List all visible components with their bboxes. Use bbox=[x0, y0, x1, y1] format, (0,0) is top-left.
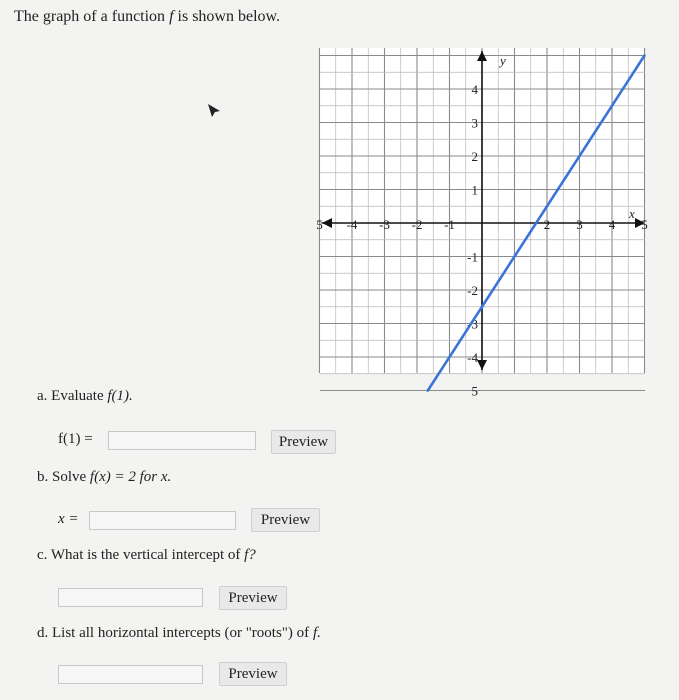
intro-prefix: The graph of a function bbox=[14, 8, 166, 25]
question-b-label: b. Solve bbox=[37, 469, 87, 485]
answer-b-lhs bbox=[58, 511, 79, 528]
x-tick-label: 2 bbox=[543, 217, 551, 232]
x-tick-label: -3 bbox=[379, 217, 390, 232]
y-tick-label: 1 bbox=[471, 182, 478, 198]
question-a bbox=[37, 388, 133, 405]
y-tick-label: 4 bbox=[471, 82, 478, 97]
mouse-cursor-icon bbox=[207, 103, 221, 119]
answer-a-input[interactable] bbox=[108, 431, 256, 450]
preview-c-button[interactable]: Preview bbox=[219, 586, 287, 610]
answer-b-lhs-text: x = bbox=[58, 511, 79, 527]
y-tick-label: -1 bbox=[467, 249, 478, 265]
answer-c-input[interactable] bbox=[58, 588, 203, 607]
x-axis-label: x bbox=[629, 206, 635, 221]
intro-suffix: is shown below. bbox=[177, 8, 281, 25]
intro-function-var: f bbox=[169, 8, 174, 25]
y-tick-label: -4 bbox=[467, 350, 478, 365]
x-tick-label: -2 bbox=[411, 217, 423, 232]
question-b bbox=[37, 469, 171, 486]
question-c-expr: f? bbox=[244, 547, 256, 563]
preview-a-button[interactable]: Preview bbox=[271, 430, 336, 454]
answer-d-input[interactable] bbox=[58, 665, 203, 684]
x-tick-label: 3 bbox=[576, 217, 583, 232]
y-tick-label: 2 bbox=[471, 149, 478, 164]
question-d-label: d. List all horizontal intercepts (or "roots") of bbox=[37, 625, 310, 641]
question-c bbox=[37, 547, 256, 564]
answer-a-lhs: f(1) = bbox=[58, 431, 93, 447]
y-tick-label: -2 bbox=[467, 283, 478, 298]
question-a-expr: f(1). bbox=[107, 388, 133, 404]
preview-b-button[interactable]: Preview bbox=[251, 508, 320, 532]
y-axis-label: y bbox=[500, 53, 506, 68]
question-d-expr: f. bbox=[312, 625, 321, 641]
function-graph bbox=[310, 43, 655, 399]
preview-d-button[interactable]: Preview bbox=[219, 662, 287, 686]
problem-intro bbox=[14, 8, 280, 26]
question-c-label: c. What is the vertical intercept of bbox=[37, 547, 241, 563]
answer-b-input[interactable] bbox=[89, 511, 236, 530]
question-a-label: a. Evaluate bbox=[37, 388, 104, 404]
question-b-expr: f(x) = 2 for x. bbox=[89, 469, 172, 485]
x-tick-label: -1 bbox=[444, 217, 455, 232]
y-tick-label: -3 bbox=[467, 316, 478, 332]
graph-svg bbox=[310, 43, 655, 399]
x-tick-label: -4 bbox=[346, 217, 358, 232]
question-d bbox=[37, 625, 321, 642]
x-tick-label: 4 bbox=[608, 217, 616, 232]
y-tick-label: 3 bbox=[471, 115, 478, 131]
y-tick-label: 5 bbox=[471, 383, 478, 399]
x-tick-label: 5 bbox=[316, 217, 323, 232]
x-tick-label: 5 bbox=[641, 217, 648, 232]
